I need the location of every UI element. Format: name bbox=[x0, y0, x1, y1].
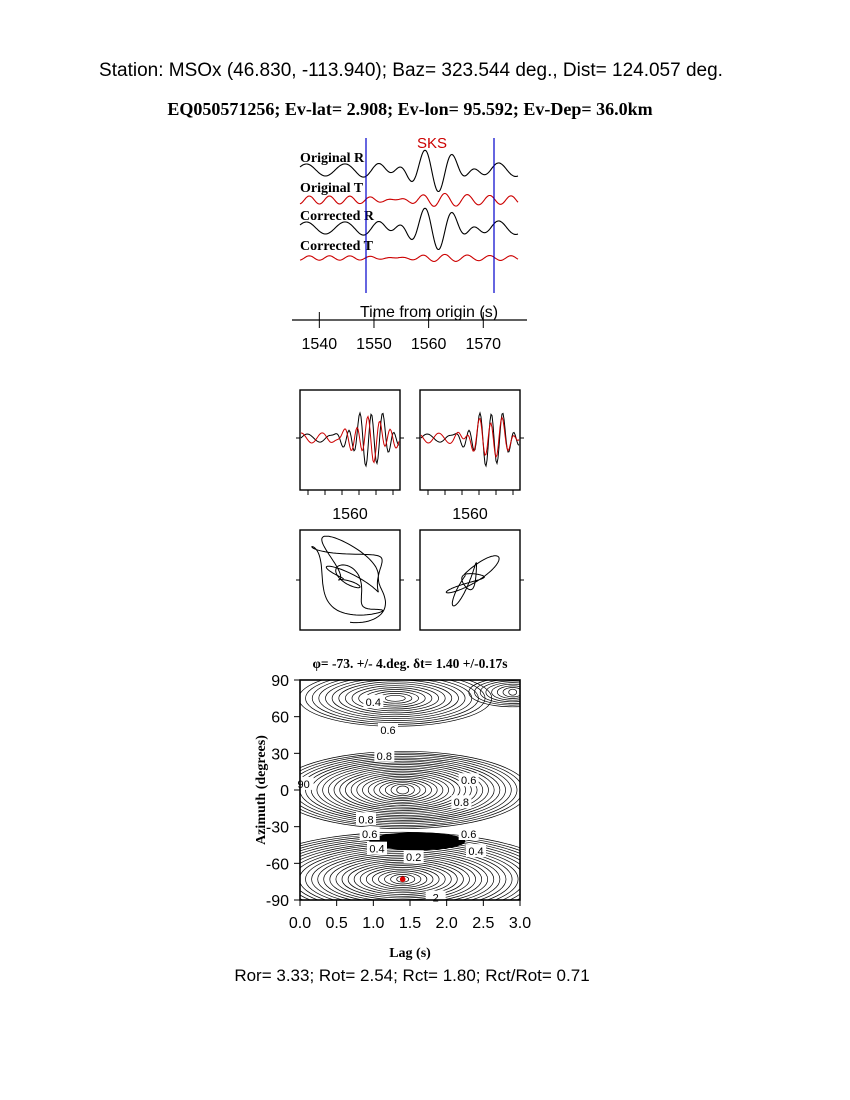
waveform-panel bbox=[292, 135, 527, 353]
contour bbox=[339, 682, 452, 715]
particle-motion-curve bbox=[312, 536, 386, 622]
grid-ytick-label: -60 bbox=[265, 856, 289, 874]
contour bbox=[340, 770, 466, 811]
contour bbox=[363, 776, 443, 804]
contour-label: 0.8 bbox=[376, 750, 392, 763]
event-line: EQ050571256; Ev-lat= 2.908; Ev-lon= 95.592; Ev-Dep= 36.0km bbox=[167, 99, 653, 119]
contour-label: 0.8 bbox=[358, 814, 374, 827]
contour bbox=[380, 781, 426, 799]
station-line: Station: MSOx (46.830, -113.940); Baz= 323.544 deg., Dist= 124.057 deg. bbox=[99, 60, 723, 81]
contour-label: 0.8 bbox=[453, 797, 469, 810]
grid-xlabel: Lag (s) bbox=[389, 946, 431, 961]
trace-label-corrected-t: Corrected T bbox=[300, 239, 373, 254]
grid-ytick-label: -90 bbox=[265, 893, 289, 910]
trace-label-original-r: Original R bbox=[300, 151, 365, 166]
contour bbox=[326, 678, 466, 719]
grid-ylabel: Azimuth (degrees) bbox=[254, 735, 269, 845]
particle-motion-curves bbox=[296, 536, 524, 622]
grid-ytick-label: 90 bbox=[271, 673, 289, 690]
contour-label: 0.4 bbox=[369, 843, 385, 856]
contour bbox=[379, 693, 412, 703]
contour-label: 0.6 bbox=[461, 829, 477, 841]
grid-xtick-label: 1.0 bbox=[362, 915, 385, 932]
grid-frame bbox=[297, 680, 520, 900]
pm-waveform-tick-left: 1560 bbox=[332, 506, 368, 523]
contour bbox=[486, 683, 540, 702]
pm-waveform-traces bbox=[296, 413, 524, 495]
ratio-line: Ror= 3.33; Rot= 2.54; Rct= 1.80; Rct/Rot= 0.71 bbox=[234, 966, 590, 985]
contour-label: 0.6 bbox=[380, 725, 396, 738]
grid-xtick-label: 1.5 bbox=[398, 915, 422, 932]
contour bbox=[385, 783, 420, 798]
contour-label: 2 bbox=[432, 892, 439, 905]
grid-title: φ= -73. +/- 4.deg. δt= 1.40 +/-0.17s bbox=[312, 656, 508, 671]
grid-xtick-label: 3.0 bbox=[508, 915, 532, 932]
time-tick-label: 1550 bbox=[356, 336, 392, 353]
contour bbox=[312, 674, 478, 722]
time-tick-label: 1540 bbox=[301, 336, 338, 353]
contour bbox=[283, 750, 523, 827]
grid-ytick-label: 60 bbox=[271, 709, 289, 727]
energy-grid-panel bbox=[245, 656, 561, 961]
contour bbox=[319, 676, 472, 721]
trace-label-corrected-r: Corrected R bbox=[300, 209, 374, 224]
particle-motion-curve bbox=[446, 556, 499, 606]
grid-xtick-label: 2.5 bbox=[472, 915, 495, 932]
grid-xtick-label: 0.0 bbox=[288, 915, 312, 932]
particle-motion-panel bbox=[296, 530, 524, 630]
time-tick-label: 1560 bbox=[410, 336, 447, 353]
waveform-trace bbox=[300, 254, 518, 261]
contour bbox=[385, 695, 405, 701]
time-tick-label: 1570 bbox=[465, 336, 502, 353]
contour bbox=[299, 670, 492, 726]
contour-label: 0.6 bbox=[461, 775, 477, 788]
grid-ytick-label: 0 bbox=[280, 783, 289, 800]
contour-label: 0.6 bbox=[362, 829, 378, 841]
contour bbox=[306, 760, 500, 821]
grid-ytick-label: -30 bbox=[265, 819, 289, 837]
grid-ytick-label: 30 bbox=[271, 746, 289, 764]
grid-xtick-label: 0.5 bbox=[325, 915, 348, 932]
pm-waveform-panel bbox=[296, 390, 524, 523]
contour-label: 90 bbox=[297, 778, 310, 791]
trace-label-original-t: Original T bbox=[300, 181, 364, 196]
contour bbox=[469, 678, 557, 707]
time-axis-label: Time from origin (s) bbox=[359, 304, 499, 321]
contour-lines bbox=[245, 670, 561, 926]
phase-label: SKS bbox=[416, 135, 448, 152]
pm-waveform-tick-right: 1560 bbox=[452, 506, 488, 523]
contour-label: 0.4 bbox=[365, 697, 381, 709]
contour bbox=[345, 684, 445, 713]
contour-label: 0.4 bbox=[468, 846, 484, 859]
contour bbox=[509, 689, 517, 695]
contour bbox=[397, 786, 409, 794]
contour-label: 0.2 bbox=[406, 852, 422, 865]
best-fit-marker bbox=[400, 876, 406, 882]
contour bbox=[492, 684, 534, 700]
grid-xtick-label: 2.0 bbox=[435, 915, 458, 932]
